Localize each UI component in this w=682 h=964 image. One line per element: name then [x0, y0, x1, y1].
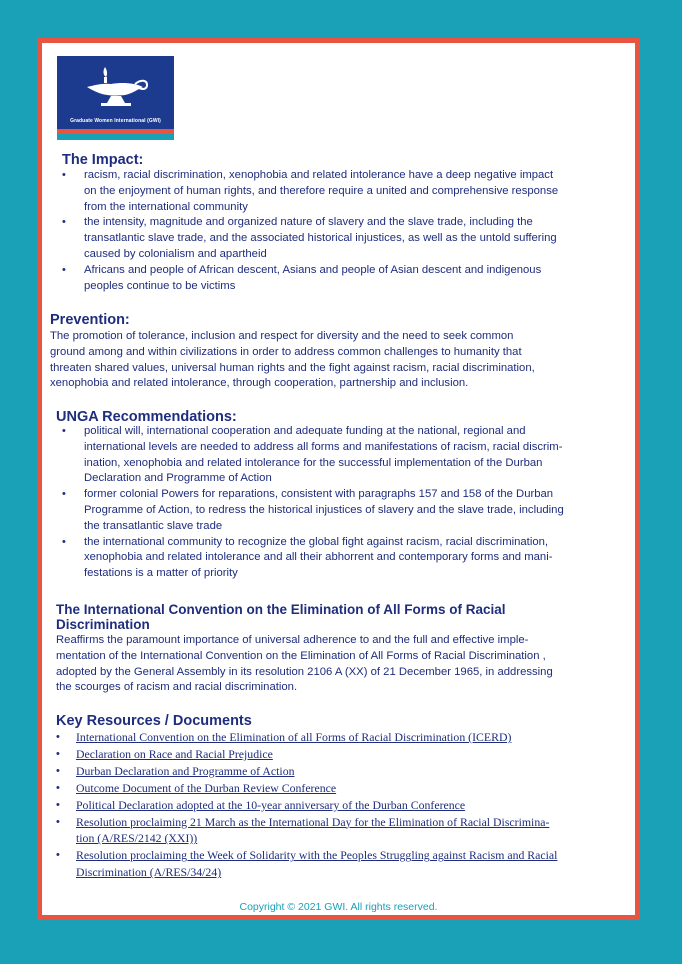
impact-item [62, 263, 632, 295]
resource-item [56, 729, 636, 746]
bullet-icon: • [56, 764, 60, 777]
impact-item [62, 168, 632, 215]
resources-heading: Key Resources / Documents [56, 713, 252, 729]
impact-list [62, 168, 632, 294]
impact-item-line: caused by colonialism and apartheid [84, 247, 267, 260]
convention-text [56, 633, 636, 696]
convention-line: Reaffirms the paramount importance of universal adherence to and the full and effective imple- [56, 634, 529, 646]
prevention-line: ground among and within civilizations in order to address common challenges to humanity that [50, 345, 522, 358]
resources-list [56, 729, 636, 881]
resource-link-line: tion (A/RES/2142 (XXI)) [76, 831, 198, 846]
resource-link-line: Durban Declaration and Programme of Action [76, 763, 295, 778]
impact-item-line: Africans and people of African descent, Asians and people of Asian descent and indigenous [84, 263, 542, 276]
resource-link[interactable] [76, 747, 273, 761]
unga-item [62, 424, 632, 487]
unga-item-line: political will, international cooperation and adequate funding at the national, regional and [84, 425, 526, 437]
unga-item-line: Declaration and Programme of Action [84, 472, 272, 485]
prevention-text [50, 329, 635, 392]
logo-org-name: Graduate Women International (GWI) [70, 118, 161, 124]
resource-item [56, 746, 636, 763]
resource-link[interactable] [76, 730, 511, 744]
unga-item-line: festations is a matter of priority [84, 567, 238, 580]
unga-item-line: international levels are needed to address all forms and manifestations of racism, racial discrim- [84, 440, 563, 453]
bullet-icon: • [62, 169, 66, 181]
prevention-line: threaten shared values, universal human rights and the fight against racism, racial discrimination, [50, 361, 535, 374]
convention-heading-line1: The International Convention on the Elimination of All Forms of Racial [56, 602, 506, 617]
impact-item-line: transatlantic slave trade, and the associated historical injustices, as well as the untold suffering [84, 232, 557, 245]
bullet-icon: • [56, 731, 60, 743]
resource-link-line: Resolution proclaiming 21 March as the International Day for the Elimination of Racial Discrimina- [76, 814, 550, 829]
convention-heading-line2: Discrimination [56, 617, 150, 632]
convention-line: adopted by the General Assembly in its resolution 2106 A (XX) of 21 December 1965, in addressing [56, 665, 553, 678]
resource-link-line: Discrimination (A/RES/34/24) [76, 865, 222, 880]
prevention-line: xenophobia and related intolerance, through cooperation, partnership and inclusion. [50, 377, 469, 390]
unga-item-line: former colonial Powers for reparations, consistent with paragraphs 157 and 158 of the Durban [84, 488, 554, 501]
unga-item-line: Programme of Action, to redress the historical injustices of slavery and the slave trade, including [84, 503, 564, 516]
page-frame [37, 38, 640, 920]
unga-item-line: ination, xenophobia and related intolerance for the successful implementation of the Durban [84, 456, 543, 469]
resource-link[interactable] [76, 764, 295, 778]
impact-heading: The Impact: [62, 152, 144, 168]
unga-list [62, 424, 632, 582]
impact-item-line: racism, racial discrimination, xenophobia and related intolerance have a deep negative impact [84, 169, 554, 181]
bullet-icon: • [56, 781, 60, 794]
impact-item-line: from the international community [84, 200, 248, 213]
resource-item [56, 847, 636, 881]
bullet-icon: • [56, 747, 60, 760]
resource-item [56, 814, 636, 848]
bullet-icon: • [62, 263, 66, 276]
bullet-icon: • [56, 798, 60, 811]
resource-link[interactable] [76, 848, 557, 879]
resource-item [56, 797, 636, 814]
resource-link-line: Political Declaration adopted at the 10-year anniversary of the Durban Conference [76, 797, 466, 812]
bullet-icon: • [56, 815, 60, 828]
unga-item-line: the transatlantic slave trade [84, 519, 223, 532]
unga-item-line: xenophobia and related intolerance and all their abhorrent and contemporary forms and mani- [84, 551, 553, 564]
bullet-icon: • [62, 488, 66, 501]
resource-link[interactable] [76, 798, 465, 812]
unga-item [62, 535, 632, 582]
impact-item-line: on the enjoyment of human rights, and therefore require a united and comprehensive response [84, 184, 559, 197]
bullet-icon: • [56, 849, 60, 862]
resource-link-line: Outcome Document of the Durban Review Conference [76, 780, 337, 795]
resource-item [56, 780, 636, 797]
resource-link[interactable] [76, 781, 336, 795]
gwi-logo [57, 56, 174, 140]
resource-link-line: Resolution proclaiming the Week of Solidarity with the Peoples Struggling against Racism and Racial [76, 848, 558, 863]
convention-line: mentation of the International Convention on the Elimination of All Forms of Racial Discrimination , [56, 649, 546, 662]
prevention-heading: Prevention: [50, 312, 130, 328]
impact-item-line: the intensity, magnitude and organized nature of slavery and the slave trade, including the [84, 216, 533, 229]
copyright-text: Copyright © 2021 GWI. All rights reserved. [239, 901, 438, 913]
convention-heading [56, 602, 506, 632]
convention-line: the scourges of racism and racial discrimination. [56, 681, 298, 694]
bullet-icon: • [62, 535, 66, 548]
prevention-line: The promotion of tolerance, inclusion and respect for diversity and the need to seek common [50, 330, 514, 342]
resource-link-line: Declaration on Race and Racial Prejudice [76, 746, 273, 761]
bullet-icon: • [62, 425, 66, 437]
oil-lamp-icon [81, 63, 151, 113]
resource-link[interactable] [76, 815, 549, 846]
resource-link-line: International Convention on the Elimination of all Forms of Racial Discrimination (ICERD) [76, 730, 512, 744]
impact-item [62, 215, 632, 262]
unga-item [62, 487, 632, 534]
logo-teal-stripe [57, 134, 174, 140]
resource-item [56, 763, 636, 780]
unga-heading: UNGA Recommendations: [56, 409, 237, 425]
impact-item-line: peoples continue to be victims [84, 279, 236, 292]
bullet-icon: • [62, 216, 66, 229]
unga-item-line: the international community to recognize the global fight against racism, racial discrimination, [84, 535, 549, 548]
